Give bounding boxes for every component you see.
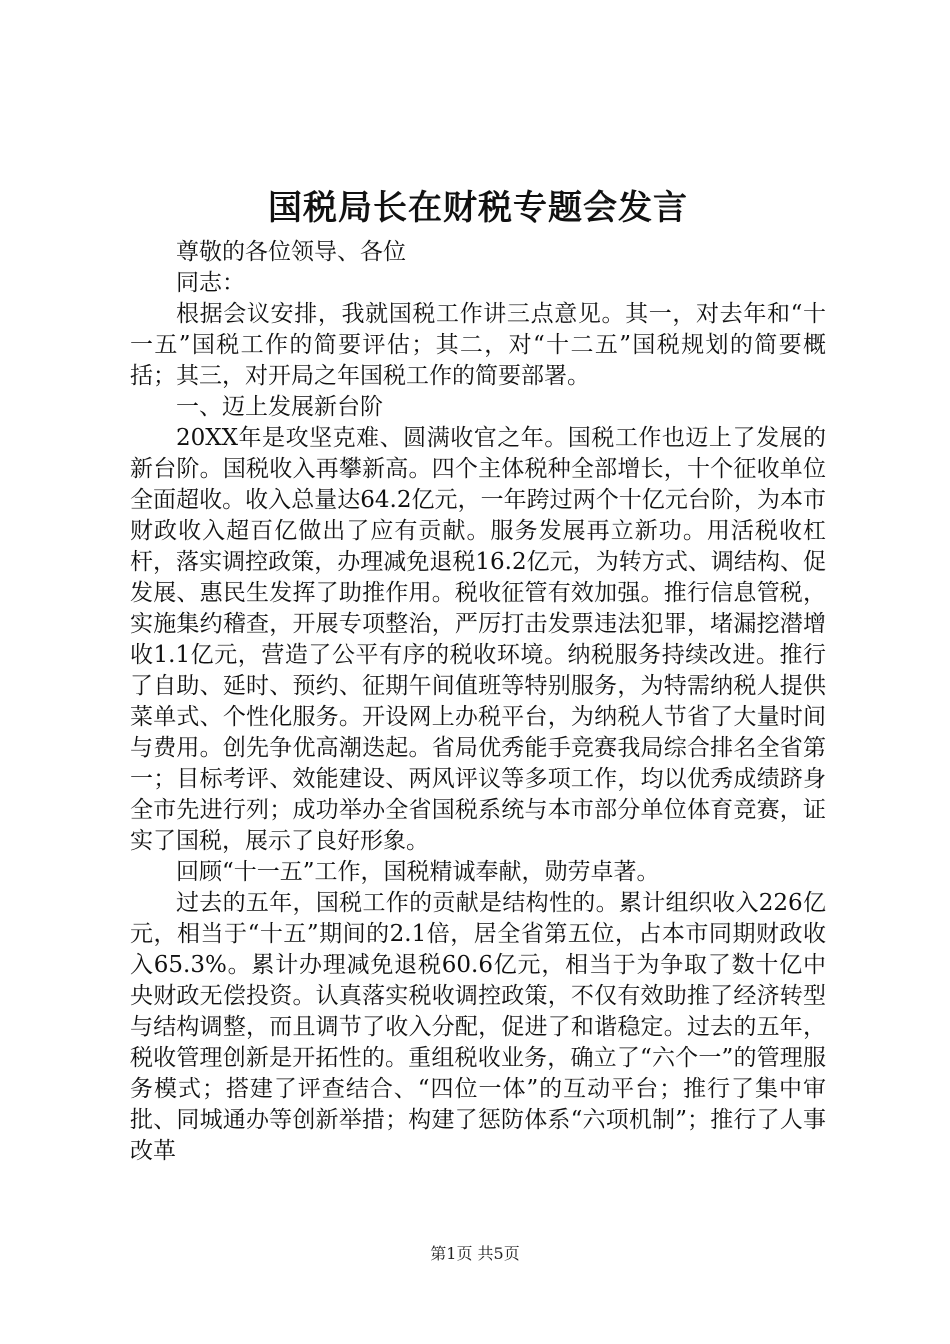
section-heading: 一、迈上发展新台阶 <box>176 394 383 420</box>
body-paragraph: 回顾“十一五”工作，国税精诚奉献，勋劳卓著。 <box>176 859 660 885</box>
body-paragraph: 过去的五年，国税工作的贡献是结构性的。累计组织收入226亿元，相当于“十五”期间的2.1倍，居全省第五位，占本市同期财政收入65.3%。累计办理减免退税60.6亿元，相当于为争取了数十亿中央财政无偿投资。认真落实税收调控政策，不仅有效助推了经济转型与结构调整，而且调节了收入分配，促进了和谐稳定。过去的五年，税收管理创新是开拓性的。重组税收业务，确立了“六个一”的管理服务模式；搭建了评查结合、“四位一体”的互动平台；推行了集中审批、同城通办等创新举措；构建了惩防体系“六项机制”；推行了人事改革 <box>130 890 826 1164</box>
page-number: 第1页 共5页 <box>430 1244 520 1263</box>
body-paragraph: 20XX年是攻坚克难、圆满收官之年。国税工作也迈上了发展的新台阶。国税收入再攀新高。四个主体税种全部增长，十个征收单位全面超收。收入总量达64.2亿元，一年跨过两个十亿元台阶，为本市财政收入超百亿做出了应有贡献。服务发展再立新功。用活税收杠杆，落实调控政策，办理减免退税16.2亿元，为转方式、调结构、促发展、惠民生发挥了助推作用。税收征管有效加强。推行信息管税，实施集约稽查，开展专项整治，严厉打击发票违法犯罪，堵漏挖潜增收1.1亿元，营造了公平有序的税收环境。纳税服务持续改进。推行了自助、延时、预约、征期午间值班等特别服务，为特需纳税人提供菜单式、个性化服务。开设网上办税平台，为纳税人节省了大量时间与费用。创先争优高潮迭起。省局优秀能手竞赛我局综合排名全省第一；目标考评、效能建设、两风评议等多项工作，均以优秀成绩跻身全市先进行列；成功举办全省国税系统与本市部分单位体育竞赛，证实了国税，展示了良好形象。 <box>130 425 826 854</box>
document-title: 国税局长在财税专题会发言 <box>268 188 688 228</box>
document-body <box>130 237 826 1167</box>
salutation-line: 同志： <box>176 270 245 296</box>
body-paragraph: 根据会议安排，我就国税工作讲三点意见。其一，对去年和“十一五”国税工作的简要评估；其二，对“十二五”国税规划的简要概括；其三，对开局之年国税工作的简要部署。 <box>130 301 826 389</box>
salutation-line: 尊敬的各位领导、各位 <box>176 239 406 265</box>
